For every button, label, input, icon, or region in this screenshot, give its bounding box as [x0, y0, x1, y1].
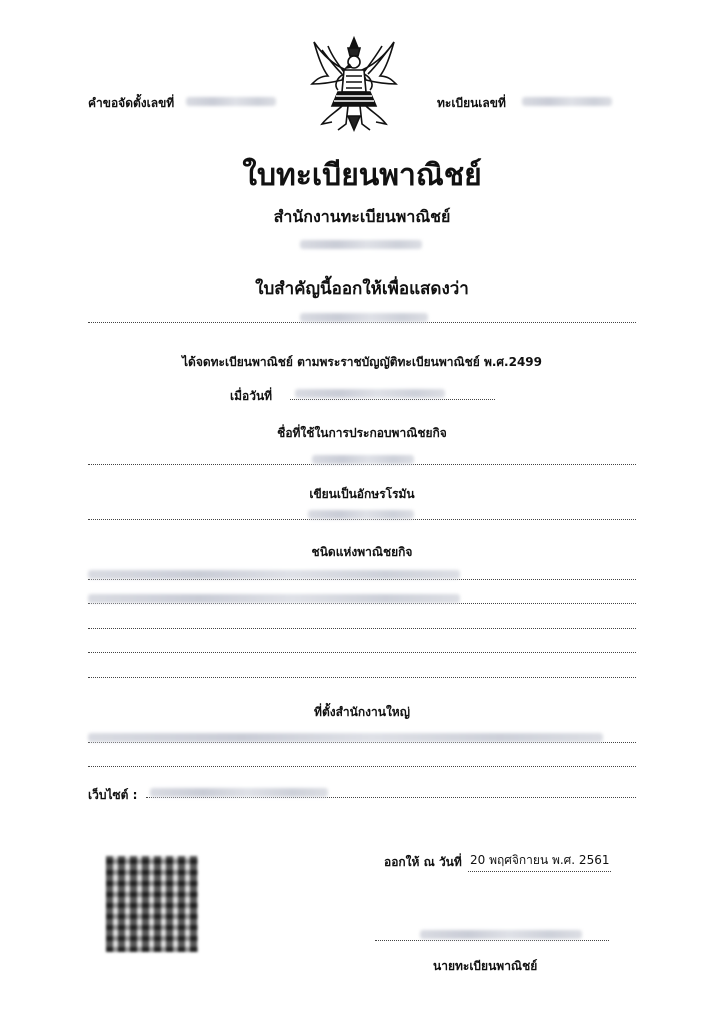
- business-type-line-3: [88, 628, 636, 629]
- document-title: ใบทะเบียนพาณิชย์: [242, 158, 482, 193]
- qr-code-icon: [106, 856, 198, 952]
- business-name-label: ชื่อที่ใช้ในการประกอบพาณิชยกิจ: [277, 426, 447, 440]
- registrar-name-value: [420, 930, 582, 939]
- registered-text: ได้จดทะเบียนพาณิชย์ ตามพระราชบัญญัติทะเบียนพาณิชย์ พ.ศ.2499: [181, 355, 542, 369]
- roman-name-value: [308, 510, 414, 519]
- garuda-emblem-icon: [308, 34, 400, 134]
- roman-name-line: [88, 519, 636, 520]
- website-label: เว็บไซต์ :: [88, 788, 138, 802]
- office-name: สำนักงานทะเบียนพาณิชย์: [273, 207, 451, 226]
- registration-number-label: ทะเบียนเลขที่: [437, 96, 506, 110]
- head-office-line-2: [88, 766, 636, 767]
- issued-date-value: 20 พฤศจิกายน พ.ศ. 2561: [468, 851, 611, 872]
- business-type-line-5: [88, 677, 636, 678]
- application-number-value: [186, 97, 276, 106]
- roman-name-label: เขียนเป็นอักษรโรมัน: [309, 487, 415, 501]
- head-office-value: [88, 733, 603, 742]
- business-name-value: [312, 455, 414, 464]
- date-line: [290, 399, 495, 400]
- registration-date-value: [295, 389, 445, 398]
- business-type-label: ชนิดแห่งพาณิชยกิจ: [311, 545, 413, 559]
- registrant-name-value: [300, 313, 428, 322]
- head-office-line-1: [88, 742, 636, 743]
- head-office-label: ที่ตั้งสำนักงานใหญ่: [314, 705, 410, 719]
- business-name-line: [88, 464, 636, 465]
- website-line: [146, 797, 636, 798]
- office-location-value: [300, 240, 422, 249]
- date-label: เมื่อวันที่: [230, 389, 273, 403]
- signature-line: [375, 940, 609, 941]
- business-type-value-2: [88, 594, 460, 603]
- certify-text: ใบสำคัญนี้ออกให้เพื่อแสดงว่า: [255, 279, 469, 299]
- registrant-line: [88, 322, 636, 323]
- business-type-line-1: [88, 579, 636, 580]
- registration-number-value: [522, 97, 612, 106]
- website-value: [150, 788, 328, 797]
- business-type-line-2: [88, 603, 636, 604]
- application-number-label: คำขอจัดตั้งเลขที่: [88, 96, 175, 110]
- issued-date-label: ออกให้ ณ วันที่: [384, 855, 462, 869]
- business-type-value-1: [88, 570, 460, 579]
- registrar-label: นายทะเบียนพาณิชย์: [433, 959, 538, 973]
- business-type-line-4: [88, 652, 636, 653]
